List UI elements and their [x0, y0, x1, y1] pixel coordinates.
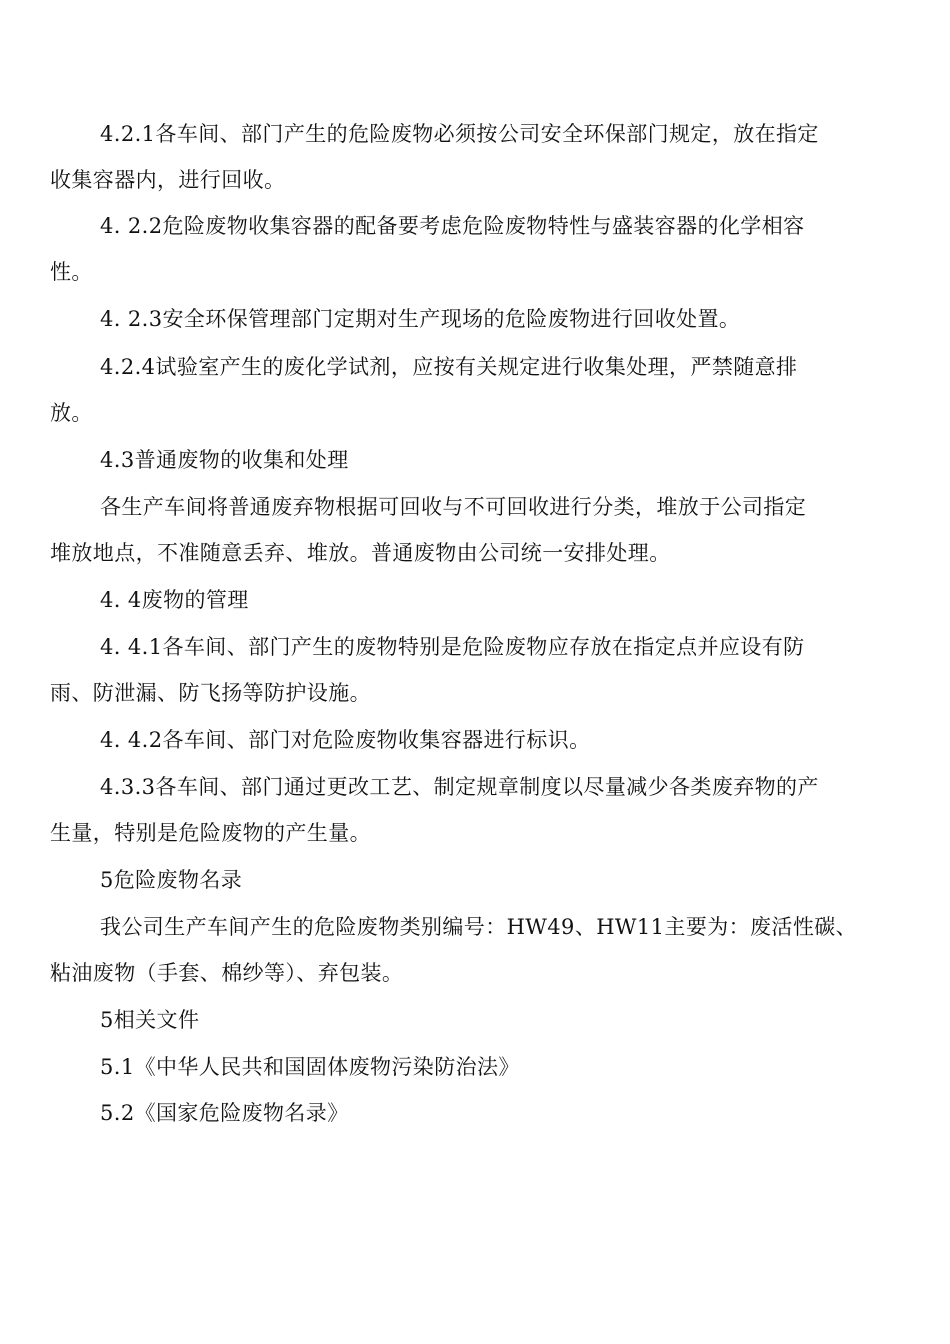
paragraph-line: 生量，特别是危险废物的产生量。: [50, 821, 371, 845]
paragraph-line: 性。: [50, 260, 93, 284]
paragraph-line: 4.3.3各车间、部门通过更改工艺、制定规章制度以尽量减少各类废弃物的产: [100, 775, 819, 799]
reference-5-2: [50, 1090, 900, 1136]
paragraph-line: 5危险废物名录: [100, 868, 243, 892]
paragraph-line: 4. 4.2各车间、部门对危险废物收集容器进行标识。: [100, 728, 591, 752]
paragraph-line: 我公司生产车间产生的危险废物类别编号：HW49、HW11主要为：废活性碳、: [100, 915, 858, 939]
section-heading-5-list: [50, 857, 900, 903]
paragraph-4-4-2: [50, 717, 900, 763]
paragraph-line: 4. 2.3安全环保管理部门定期对生产现场的危险废物进行回收处置。: [100, 307, 741, 331]
paragraph-line: 4.3普通废物的收集和处理: [100, 448, 349, 472]
paragraph-5-list-body: [50, 904, 900, 996]
paragraph-line: 放。: [50, 401, 93, 425]
paragraph-line: 收集容器内，进行回收。: [50, 168, 286, 192]
section-heading-4-4: [50, 577, 900, 623]
paragraph-line: 4. 2.2危险废物收集容器的配备要考虑危险废物特性与盛装容器的化学相容: [100, 214, 805, 238]
paragraph-line: 雨、防泄漏、防飞扬等防护设施。: [50, 681, 371, 705]
paragraph-line: 5.2《国家危险废物名录》: [100, 1101, 349, 1125]
paragraph-4-2-2: [50, 203, 900, 295]
paragraph-4-2-1: [50, 111, 900, 203]
paragraph-4-3-body: [50, 484, 900, 576]
paragraph-line: 4.2.1各车间、部门产生的危险废物必须按公司安全环保部门规定，放在指定: [100, 122, 819, 146]
paragraph-line: 粘油废物（手套、棉纱等）、弃包装。: [50, 961, 404, 985]
paragraph-4-3-3: [50, 764, 900, 856]
section-heading-5-docs: [50, 997, 900, 1043]
paragraph-4-2-3: [50, 296, 900, 342]
paragraph-line: 各生产车间将普通废弃物根据可回收与不可回收进行分类，堆放于公司指定: [100, 495, 807, 519]
section-heading-4-3: [50, 437, 900, 483]
paragraph-line: 4. 4.1各车间、部门产生的废物特别是危险废物应存放在指定点并应设有防: [100, 635, 805, 659]
paragraph-4-4-1: [50, 624, 900, 716]
paragraph-line: 堆放地点，不准随意丢弃、堆放。普通废物由公司统一安排处理。: [50, 541, 671, 565]
paragraph-line: 5相关文件: [100, 1008, 200, 1032]
paragraph-4-2-4: [50, 344, 900, 436]
reference-5-1: [50, 1044, 900, 1090]
paragraph-line: 4.2.4试验室产生的废化学试剂，应按有关规定进行收集处理，严禁随意排: [100, 355, 798, 379]
paragraph-line: 5.1《中华人民共和国固体废物污染防治法》: [100, 1055, 520, 1079]
paragraph-line: 4. 4废物的管理: [100, 588, 249, 612]
